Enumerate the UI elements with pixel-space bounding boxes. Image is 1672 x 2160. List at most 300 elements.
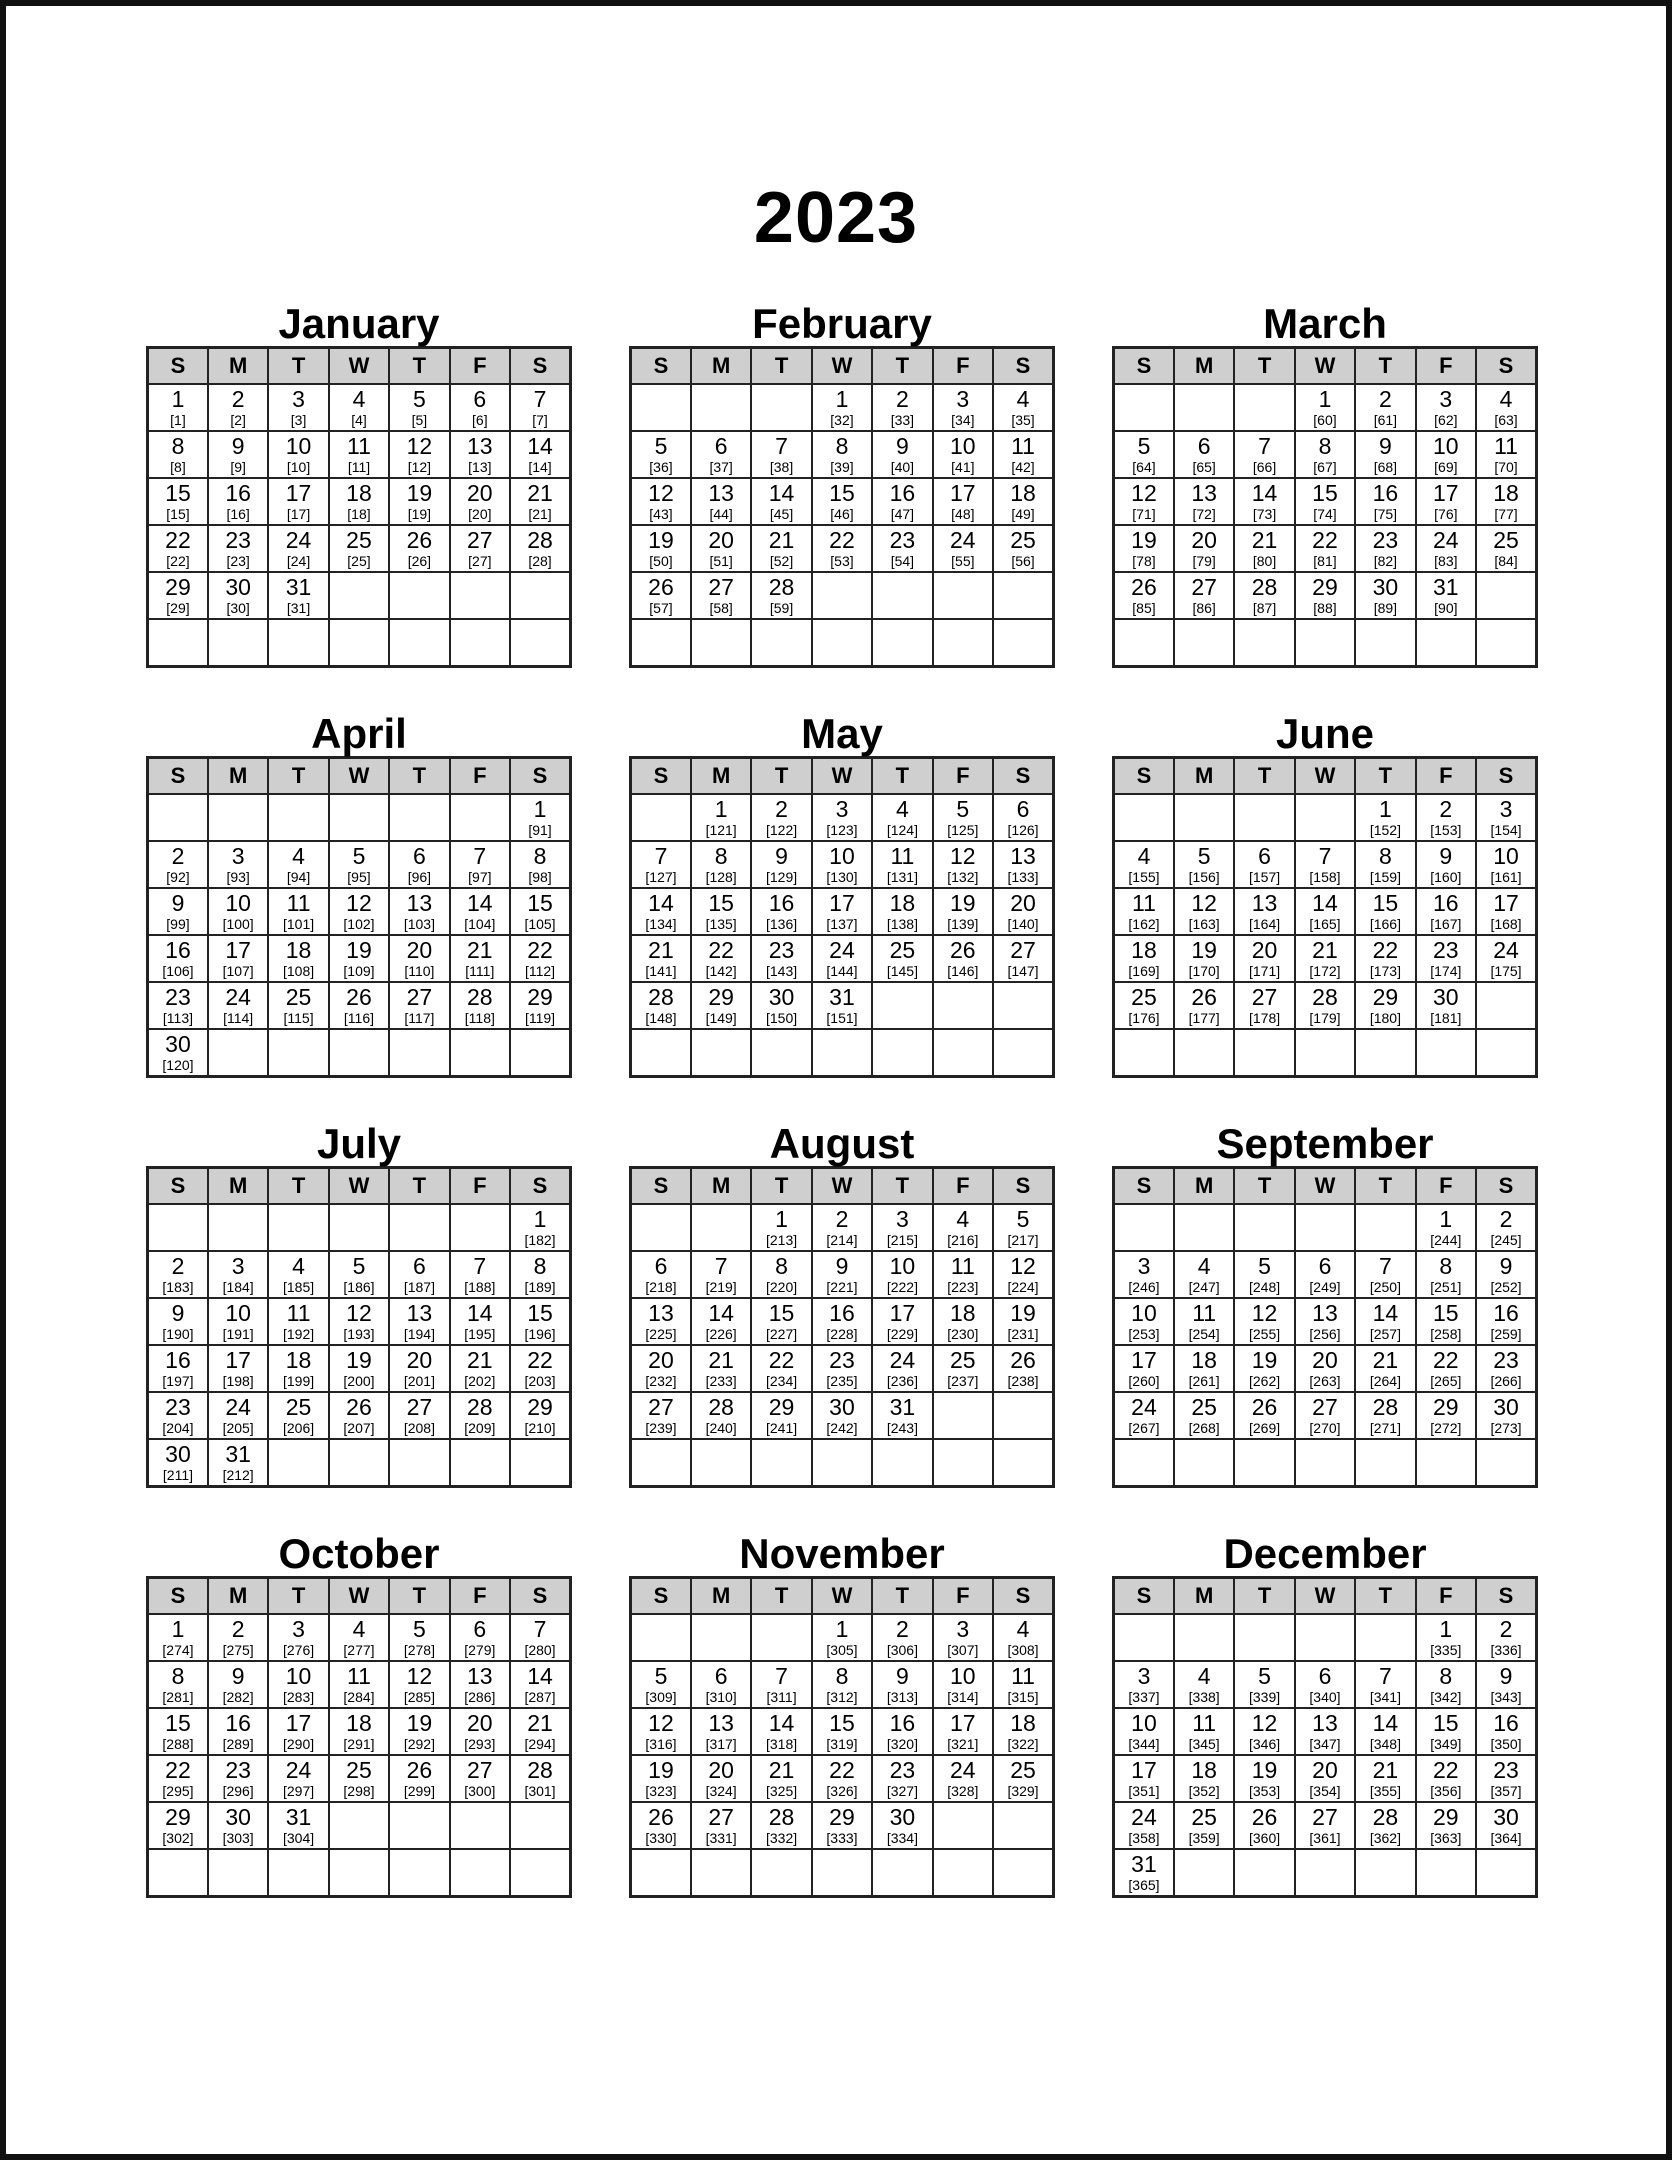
day-cell — [1234, 1392, 1294, 1439]
week-row — [631, 1392, 1054, 1439]
empty-cell — [1355, 1849, 1415, 1897]
week-row — [1114, 935, 1537, 982]
day-cell — [148, 1029, 208, 1077]
day-of-year: [362] — [1369, 1830, 1401, 1846]
day-of-year: [69] — [1434, 459, 1458, 475]
day-cell — [691, 888, 751, 935]
day-number: 4 — [352, 386, 366, 412]
day-number: 30 — [768, 984, 795, 1010]
day-number: 22 — [768, 1347, 795, 1373]
day-number: 17 — [1131, 1347, 1157, 1373]
day-cell — [450, 888, 510, 935]
day-number: 1 — [835, 386, 849, 412]
day-number: 27 — [467, 1757, 493, 1783]
day-number: 13 — [648, 1300, 674, 1326]
day-of-year: [141] — [645, 963, 677, 979]
day-number: 1 — [714, 796, 728, 822]
day-number: 19 — [346, 937, 372, 963]
day-number: 19 — [346, 1347, 372, 1373]
month-grid — [629, 1166, 1055, 1488]
day-of-year: [227] — [765, 1326, 798, 1342]
day-of-year: [263] — [1309, 1373, 1341, 1389]
day-cell — [691, 1755, 751, 1802]
day-number: 2 — [835, 1206, 849, 1232]
day-of-year: [300] — [464, 1783, 496, 1799]
weekday-header: W — [329, 348, 389, 385]
day-number: 17 — [950, 480, 976, 506]
day-number: 12 — [648, 1710, 674, 1736]
weekday-header: S — [631, 758, 691, 795]
day-of-year: [33] — [890, 412, 915, 428]
day-of-year: [138] — [886, 916, 918, 932]
day-cell — [1416, 1708, 1476, 1755]
weekday-header: S — [1114, 348, 1174, 385]
empty-cell — [1476, 572, 1536, 619]
day-cell — [268, 1345, 328, 1392]
day-number: 27 — [467, 527, 493, 553]
day-of-year: [304] — [282, 1830, 315, 1846]
day-of-year: [40] — [890, 459, 915, 475]
empty-cell — [148, 794, 208, 841]
day-number: 28 — [708, 1394, 734, 1420]
day-of-year: [68] — [1373, 459, 1398, 475]
empty-cell — [389, 1029, 449, 1077]
day-number: 11 — [1494, 433, 1518, 459]
week-row — [148, 841, 571, 888]
day-of-year: [198] — [222, 1373, 254, 1389]
day-of-year: [180] — [1369, 1010, 1401, 1026]
day-number: 19 — [1010, 1300, 1036, 1326]
day-cell — [933, 1345, 993, 1392]
day-number: 23 — [1372, 527, 1399, 553]
empty-cell — [872, 619, 932, 667]
day-of-year: [95] — [347, 869, 371, 885]
day-cell — [1476, 1708, 1536, 1755]
day-of-year: [214] — [826, 1232, 858, 1248]
day-cell — [1114, 1661, 1174, 1708]
day-number: 5 — [654, 1663, 668, 1689]
weekday-header-row — [1114, 1578, 1537, 1615]
day-of-year: [340] — [1309, 1689, 1341, 1705]
day-cell — [329, 935, 389, 982]
weekday-header: S — [148, 1578, 208, 1615]
empty-cell — [812, 572, 872, 619]
empty-cell — [450, 1029, 510, 1077]
day-of-year: [213] — [765, 1232, 798, 1248]
weekday-header: T — [751, 1168, 811, 1205]
day-of-year: [164] — [1248, 916, 1281, 932]
day-number: 24 — [225, 984, 251, 1010]
day-of-year: [52] — [769, 553, 794, 569]
weekday-header: T — [389, 758, 449, 795]
day-cell — [933, 1661, 993, 1708]
day-number: 2 — [1379, 386, 1392, 412]
day-number: 23 — [225, 527, 251, 553]
day-of-year: [349] — [1430, 1736, 1462, 1752]
day-number: 22 — [1312, 527, 1338, 553]
empty-cell — [1295, 1614, 1355, 1661]
week-row — [631, 525, 1054, 572]
day-number: 24 — [950, 1757, 976, 1783]
day-of-year: [88] — [1313, 600, 1337, 616]
day-of-year: [264] — [1369, 1373, 1401, 1389]
day-number: 27 — [708, 1804, 734, 1830]
day-cell — [208, 525, 268, 572]
empty-cell — [1114, 1614, 1174, 1661]
day-cell — [450, 982, 510, 1029]
day-cell — [389, 841, 449, 888]
day-of-year: [243] — [886, 1420, 918, 1436]
day-number: 17 — [1493, 890, 1519, 916]
day-number: 28 — [467, 984, 493, 1010]
day-number: 30 — [1493, 1394, 1519, 1420]
day-cell — [1174, 1251, 1234, 1298]
day-cell — [933, 1708, 993, 1755]
empty-cell — [450, 794, 510, 841]
day-cell — [872, 478, 932, 525]
day-of-year: [55] — [951, 553, 975, 569]
week-row — [148, 935, 571, 982]
day-number: 9 — [775, 843, 788, 869]
day-cell — [510, 384, 570, 431]
day-cell — [631, 431, 691, 478]
day-cell — [148, 1755, 208, 1802]
empty-cell — [208, 1029, 268, 1077]
day-of-year: [181] — [1430, 1010, 1462, 1026]
day-cell — [812, 982, 872, 1029]
empty-cell — [1295, 1849, 1355, 1897]
weekday-header-row — [631, 758, 1054, 795]
day-number: 24 — [1433, 527, 1459, 553]
day-number: 31 — [285, 574, 312, 600]
empty-cell — [1234, 794, 1294, 841]
day-of-year: [353] — [1248, 1783, 1281, 1799]
month-name: December — [1223, 1530, 1427, 1577]
week-row — [148, 572, 571, 619]
weekday-header: S — [993, 1168, 1053, 1205]
day-cell — [1234, 1345, 1294, 1392]
day-cell — [691, 478, 751, 525]
day-number: 24 — [889, 1347, 916, 1373]
day-number: 19 — [648, 1757, 674, 1783]
day-number: 16 — [889, 1710, 916, 1736]
empty-cell — [1114, 1029, 1174, 1077]
day-number: 6 — [714, 433, 728, 459]
empty-cell — [510, 1439, 570, 1487]
day-number: 28 — [1312, 984, 1338, 1010]
day-number: 21 — [768, 527, 795, 553]
day-of-year: [269] — [1248, 1420, 1281, 1436]
day-number: 28 — [1372, 1804, 1399, 1830]
day-of-year: [334] — [886, 1830, 918, 1846]
day-cell — [993, 888, 1053, 935]
day-cell — [148, 1251, 208, 1298]
day-number: 5 — [1137, 433, 1151, 459]
day-of-year: [185] — [282, 1279, 315, 1295]
day-cell — [329, 478, 389, 525]
day-number: 1 — [171, 1616, 185, 1642]
day-cell — [751, 431, 811, 478]
weekday-header: W — [329, 1168, 389, 1205]
day-of-year: [27] — [468, 553, 492, 569]
day-of-year: [14] — [528, 459, 552, 475]
week-row — [1114, 384, 1537, 431]
day-cell — [329, 1392, 389, 1439]
day-cell — [510, 1251, 570, 1298]
weekday-header: S — [993, 348, 1053, 385]
month-grid — [146, 1166, 572, 1488]
day-number: 24 — [950, 527, 976, 553]
empty-cell — [510, 1029, 570, 1077]
day-cell — [148, 478, 208, 525]
empty-cell — [872, 1439, 932, 1487]
empty-cell — [148, 1849, 208, 1897]
day-cell — [1174, 525, 1234, 572]
day-cell — [751, 525, 811, 572]
day-number: 1 — [1379, 796, 1392, 822]
day-of-year: [38] — [769, 459, 794, 475]
day-of-year: [182] — [524, 1232, 556, 1248]
week-row — [631, 982, 1054, 1029]
day-of-year: [265] — [1430, 1373, 1462, 1389]
day-number: 20 — [1191, 527, 1217, 553]
day-cell — [812, 1251, 872, 1298]
day-number: 3 — [292, 1616, 305, 1642]
day-cell — [1476, 1204, 1536, 1251]
day-number: 13 — [1312, 1710, 1338, 1736]
empty-cell — [1114, 1439, 1174, 1487]
day-number: 31 — [225, 1441, 251, 1467]
day-cell — [933, 1298, 993, 1345]
day-cell — [1114, 935, 1174, 982]
day-of-year: [275] — [222, 1642, 254, 1658]
day-cell — [993, 1661, 1053, 1708]
empty-cell — [1476, 982, 1536, 1029]
day-cell — [933, 841, 993, 888]
day-of-year: [356] — [1430, 1783, 1462, 1799]
weekday-header: W — [812, 348, 872, 385]
week-row — [148, 1204, 571, 1251]
weekday-header: W — [1295, 1578, 1355, 1615]
weekday-header: T — [872, 1168, 932, 1205]
day-number: 15 — [708, 890, 734, 916]
weekday-header: S — [510, 1168, 570, 1205]
day-number: 30 — [165, 1031, 191, 1057]
day-cell — [751, 1204, 811, 1251]
week-row — [1114, 1029, 1537, 1077]
day-cell — [812, 525, 872, 572]
month-october — [146, 1526, 572, 1936]
day-number: 11 — [286, 1300, 311, 1326]
day-cell — [268, 1298, 328, 1345]
day-cell — [751, 1251, 811, 1298]
week-row — [631, 1251, 1054, 1298]
day-cell — [329, 1298, 389, 1345]
day-cell — [933, 525, 993, 572]
weekday-header-row — [1114, 1168, 1537, 1205]
month-grid — [146, 346, 572, 668]
day-of-year: [314] — [947, 1689, 979, 1705]
weekday-header: M — [208, 1578, 268, 1615]
day-cell — [389, 1614, 449, 1661]
day-of-year: [254] — [1188, 1326, 1220, 1342]
day-number: 16 — [1493, 1300, 1519, 1326]
day-of-year: [124] — [886, 822, 918, 838]
day-of-year: [64] — [1132, 459, 1156, 475]
day-of-year: [166] — [1369, 916, 1401, 932]
day-number: 24 — [1131, 1804, 1157, 1830]
day-cell — [1295, 1345, 1355, 1392]
empty-cell — [872, 1849, 932, 1897]
empty-cell — [389, 572, 449, 619]
day-cell — [148, 1345, 208, 1392]
day-number: 27 — [1191, 574, 1217, 600]
day-number: 11 — [286, 890, 311, 916]
empty-cell — [751, 1439, 811, 1487]
month-name: September — [1216, 1120, 1434, 1167]
day-cell — [691, 982, 751, 1029]
day-of-year: [363] — [1430, 1830, 1462, 1846]
day-cell — [268, 1708, 328, 1755]
day-number: 7 — [1379, 1663, 1392, 1689]
day-cell — [208, 982, 268, 1029]
weekday-header: S — [1114, 1168, 1174, 1205]
day-cell — [1416, 841, 1476, 888]
day-number: 11 — [950, 1253, 975, 1279]
day-of-year: [114] — [223, 1010, 254, 1026]
day-cell — [1295, 1802, 1355, 1849]
month-march — [1112, 296, 1538, 706]
day-number: 28 — [648, 984, 674, 1010]
day-of-year: [343] — [1490, 1689, 1522, 1705]
day-of-year: [335] — [1430, 1642, 1462, 1658]
day-cell — [329, 1614, 389, 1661]
empty-cell — [631, 1029, 691, 1077]
day-cell — [872, 525, 932, 572]
week-row — [631, 619, 1054, 667]
day-of-year: [332] — [765, 1830, 798, 1846]
day-number: 7 — [1258, 433, 1271, 459]
day-of-year: [178] — [1248, 1010, 1281, 1026]
day-of-year: [337] — [1128, 1689, 1160, 1705]
day-of-year: [150] — [765, 1010, 798, 1026]
empty-cell — [1174, 384, 1234, 431]
empty-cell — [993, 1029, 1053, 1077]
day-number: 2 — [1499, 1206, 1513, 1232]
day-cell — [268, 1755, 328, 1802]
day-number: 8 — [1318, 433, 1332, 459]
day-cell — [1174, 1661, 1234, 1708]
month-grid — [629, 756, 1055, 1078]
day-cell — [1295, 384, 1355, 431]
empty-cell — [450, 1849, 510, 1897]
day-cell — [208, 1661, 268, 1708]
day-cell — [751, 1298, 811, 1345]
day-of-year: [57] — [649, 600, 673, 616]
day-number: 26 — [346, 1394, 372, 1420]
day-number: 22 — [829, 527, 855, 553]
day-cell — [812, 384, 872, 431]
day-of-year: [239] — [645, 1420, 677, 1436]
empty-cell — [691, 619, 751, 667]
day-of-year: [109] — [343, 963, 375, 979]
day-of-year: [149] — [705, 1010, 737, 1026]
day-of-year: [211] — [162, 1467, 194, 1483]
day-of-year: [308] — [1007, 1642, 1039, 1658]
day-cell — [1355, 384, 1415, 431]
day-number: 21 — [527, 1710, 553, 1736]
day-of-year: [170] — [1188, 963, 1220, 979]
day-cell — [1114, 478, 1174, 525]
day-cell — [148, 1614, 208, 1661]
empty-cell — [208, 619, 268, 667]
day-number: 6 — [1197, 433, 1211, 459]
week-row — [631, 1661, 1054, 1708]
day-number: 15 — [1433, 1710, 1459, 1736]
weekday-header: T — [872, 1578, 932, 1615]
day-of-year: [268] — [1188, 1420, 1220, 1436]
week-row — [1114, 1755, 1537, 1802]
empty-cell — [148, 619, 208, 667]
day-of-year: [273] — [1490, 1420, 1522, 1436]
day-of-year: [6] — [472, 412, 488, 428]
day-of-year: [293] — [464, 1736, 496, 1752]
week-row — [148, 1755, 571, 1802]
week-row — [148, 1392, 571, 1439]
day-of-year: [365] — [1128, 1877, 1160, 1893]
day-number: 3 — [956, 1616, 970, 1642]
day-number: 11 — [347, 1663, 371, 1689]
day-of-year: [324] — [705, 1783, 737, 1799]
month-may — [629, 706, 1055, 1116]
day-cell — [1476, 1614, 1536, 1661]
day-of-year: [25] — [347, 553, 371, 569]
empty-cell — [691, 1439, 751, 1487]
day-of-year: [194] — [403, 1326, 435, 1342]
day-number: 29 — [829, 1804, 855, 1830]
day-number: 13 — [1010, 843, 1036, 869]
day-cell — [1234, 1802, 1294, 1849]
day-of-year: [361] — [1309, 1830, 1341, 1846]
day-number: 19 — [1251, 1347, 1278, 1373]
day-number: 7 — [1379, 1253, 1392, 1279]
day-number: 21 — [467, 1347, 493, 1373]
day-cell — [268, 1614, 328, 1661]
day-cell — [872, 1298, 932, 1345]
day-number: 22 — [527, 1347, 553, 1373]
empty-cell — [268, 794, 328, 841]
day-of-year: [23] — [226, 553, 250, 569]
day-cell — [389, 1345, 449, 1392]
month-name: July — [316, 1120, 402, 1167]
day-number: 24 — [1131, 1394, 1157, 1420]
day-number: 12 — [406, 433, 433, 459]
month-june — [1112, 706, 1538, 1116]
day-of-year: [305] — [826, 1642, 858, 1658]
empty-cell — [933, 572, 993, 619]
day-cell — [268, 572, 328, 619]
weekday-header-row — [631, 1168, 1054, 1205]
day-of-year: [203] — [524, 1373, 556, 1389]
day-cell — [208, 384, 268, 431]
day-cell — [208, 841, 268, 888]
day-number: 29 — [708, 984, 734, 1010]
day-number: 3 — [835, 796, 849, 822]
day-cell — [691, 431, 751, 478]
weekday-header: T — [268, 1168, 328, 1205]
day-of-year: [161] — [1490, 869, 1522, 885]
empty-cell — [268, 1439, 328, 1487]
